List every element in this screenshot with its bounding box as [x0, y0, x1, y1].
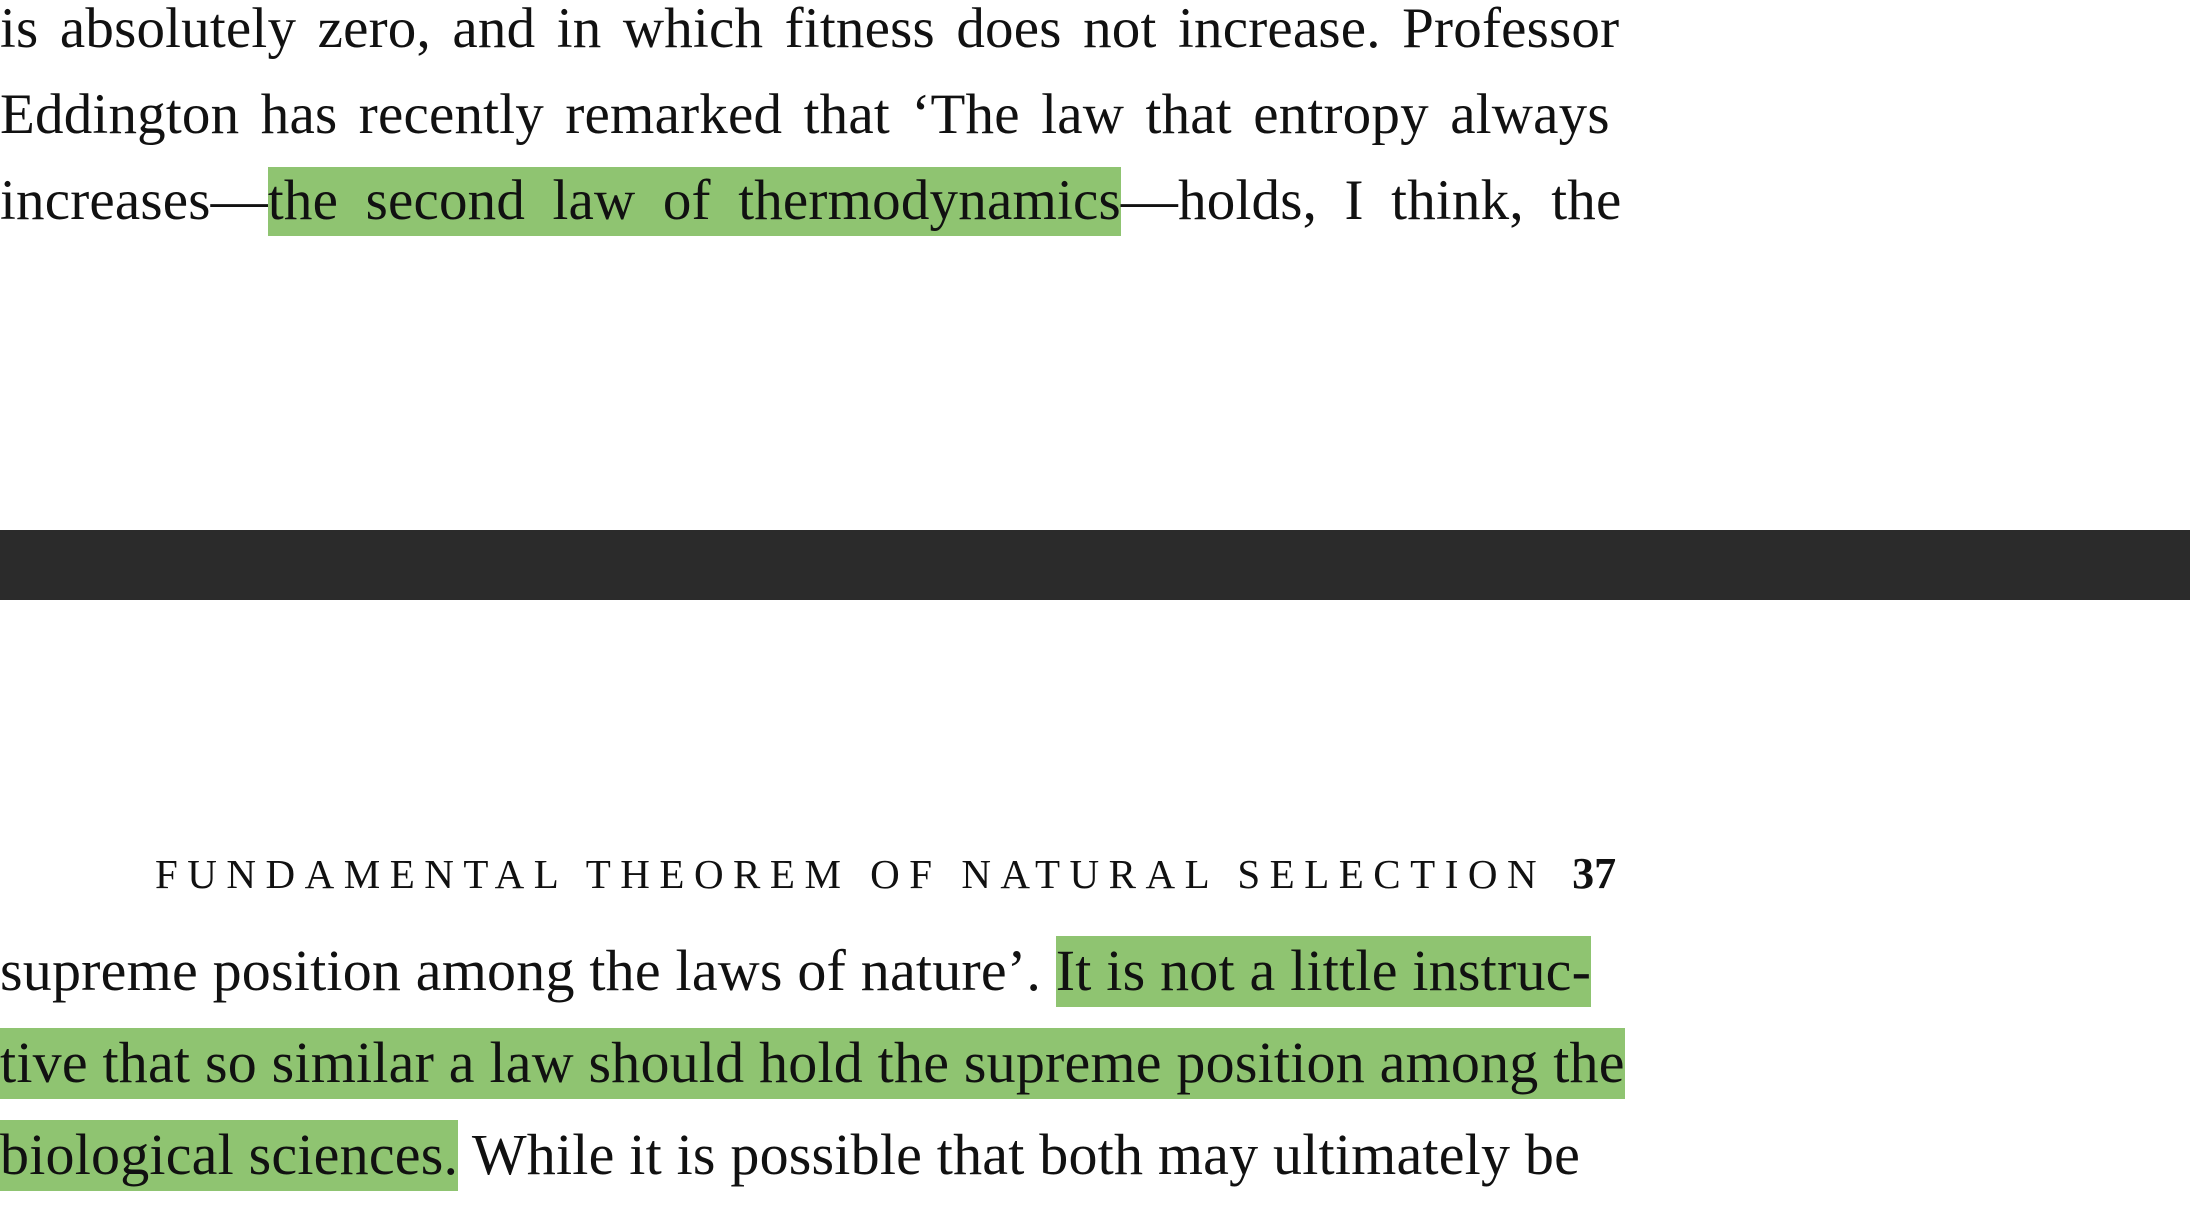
text-block-upper: [0, 0, 2190, 244]
text-line: [0, 158, 2190, 244]
text-line: [0, 72, 2190, 158]
text-block-lower: [0, 925, 2190, 1201]
running-head: [0, 848, 2190, 899]
highlighted-text: biological sciences.: [0, 1120, 458, 1191]
text-run: While it is possible that both may ultimately be: [458, 1122, 1581, 1187]
text-run: is absolutely zero, and in which fitness does not increase. Professor: [0, 0, 1620, 60]
highlighted-text: the second law of thermodynamics: [268, 167, 1121, 236]
text-line: [0, 1017, 2190, 1109]
text-line: [0, 925, 2190, 1017]
page-separator-bar: [0, 530, 2190, 600]
highlighted-text: tive that so similar a law should hold the supreme position among the: [0, 1028, 1625, 1099]
running-head-title: FUNDAMENTAL THEOREM OF NATURAL SELECTION: [155, 851, 1547, 897]
text-run: Eddington has recently remarked that ‘The law that entropy always: [0, 83, 1610, 146]
highlighted-text: It is not a little instruc-: [1056, 936, 1591, 1007]
text-line: [0, 0, 2190, 72]
text-line: [0, 1109, 2190, 1201]
text-run: —holds, I think, the: [1120, 169, 1622, 232]
text-run: supreme position among the laws of nature’.: [0, 938, 1056, 1003]
text-run: increases—: [0, 169, 268, 232]
page-number: 37: [1572, 849, 1617, 898]
